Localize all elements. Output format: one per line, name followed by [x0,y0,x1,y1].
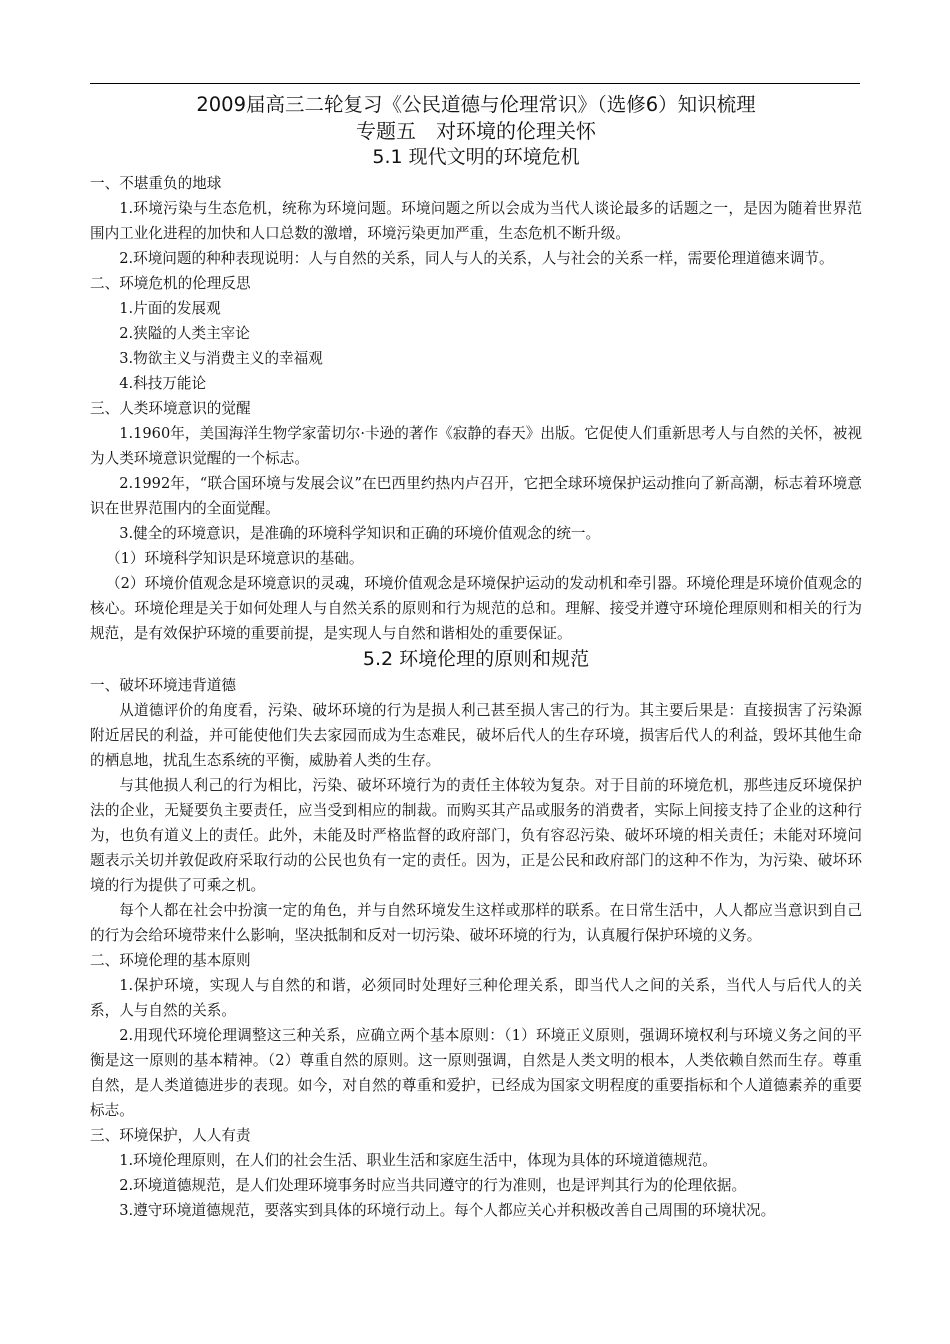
paragraph: 从道德评价的角度看，污染、破坏环境的行为是损人利己甚至损人害己的行为。其主要后果是：直接损害了污染源附近居民的利益，并可能使他们失去家园而成为生态难民，破坏后代人的生存环境，损害后代人的利益，毁坏其他生命的栖息地，扰乱生态系统的平衡，威胁着人类的生存。 [90,702,862,769]
section-1-heading-3: 三、人类环境意识的觉醒 [90,400,251,417]
paragraph: 与其他损人利己的行为相比，污染、破坏环境行为的责任主体较为复杂。对于目前的环境危机，那些违反环境保护法的企业，无疑要负主要责任，应当受到相应的制裁。而购买其产品或服务的消费者，实际上间接支持了企业的这种行为，也负有道义上的责任。此外，未能及时严格监督的政府部门，负有容忍污染、破坏环境的相关责任；未能对环境问题表示关切并敦促政府采取行动的公民也负有一定的责任。因为，正是公民和政府部门的这种不作为，为污染、破坏环境的行为提供了可乘之机。 [90,777,862,894]
paragraph: 每个人都在社会中扮演一定的角色，并与自然环境发生这样或那样的联系。在日常生活中，人人都应当意识到自己的行为会给环境带来什么影响，坚决抵制和反对一切污染、破坏环境的行为，认真履行保护环境的义务。 [90,902,862,944]
section-1-title: 5.1 现代文明的环境危机 [372,146,580,168]
paragraph: 2.1992年，“联合国环境与发展会议”在巴西里约热内卢召开，它把全球环境保护运动推向了新高潮，标志着环境意识在世界范围内的全面觉醒。 [90,475,862,517]
section-2-heading-1: 一、破坏环境违背道德 [90,677,236,694]
paragraph: 2.环境问题的种种表现说明：人与自然的关系，同人与人的关系，人与社会的关系一样，需要伦理道德来调节。 [119,250,834,267]
paragraph: 2.用现代环境伦理调整这三种关系，应确立两个基本原则：（1）环境正义原则，强调环境权利与环境义务之间的平衡是这一原则的基本精神。（2）尊重自然的原则。这一原则强调，自然是人类文明的根本，人类依赖自然而生存。尊重自然，是人类道德进步的表现。如今，对自然的尊重和爱护，已经成为国家文明程度的重要指标和个人道德素养的重要标志。 [90,1027,862,1119]
paragraph: 1.环境伦理原则，在人们的社会生活、职业生活和家庭生活中，体现为具体的环境道德规范。 [119,1152,717,1169]
list-item: 2.狭隘的人类主宰论 [119,325,250,342]
header-rule [90,83,860,84]
section-2-heading-3: 三、环境保护，人人有责 [90,1127,251,1144]
section-2-heading-2: 二、环境伦理的基本原则 [90,952,251,969]
section-1-heading-1: 一、不堪重负的地球 [90,175,222,192]
paragraph: 2.环境道德规范，是人们处理环境事务时应当共同遵守的行为准则，也是评判其行为的伦理依据。 [119,1177,747,1194]
list-item: 3.物欲主义与消费主义的幸福观 [119,350,323,367]
paragraph: （2）环境价值观念是环境意识的灵魂，环境价值观念是环境保护运动的发动机和牵引器。环境伦理是环境价值观念的核心。环境伦理是关于如何处理人与自然关系的原则和行为规范的总和。理解、接受并遵守环境伦理原则和相关的行为规范，是有效保护环境的重要前提，是实现人与自然和谐相处的重要保证。 [90,575,862,642]
list-item: 4.科技万能论 [119,375,207,392]
paragraph: 3.健全的环境意识，是准确的环境科学知识和正确的环境价值观念的统一。 [119,525,601,542]
paragraph: 1.保护环境，实现人与自然的和谐，必须同时处理好三种伦理关系，即当代人之间的关系，当代人与后代人的关系，人与自然的关系。 [90,977,862,1019]
paragraph: 3.遵守环境道德规范，要落实到具体的环境行动上。每个人都应关心并积极改善自己周围的环境状况。 [119,1202,776,1219]
topic-title: 专题五 对环境的伦理关怀 [356,119,596,143]
section-1-heading-2: 二、环境危机的伦理反思 [90,275,251,292]
section-2-title: 5.2 环境伦理的原则和规范 [362,648,590,670]
paragraph: 1.1960年，美国海洋生物学家蕾切尔·卡逊的著作《寂静的春天》出版。它促使人们重新思考人与自然的关怀，被视为人类环境意识觉醒的一个标志。 [90,425,862,467]
main-title: 2009届高三二轮复习《公民道德与伦理常识》（选修6）知识梳理 [196,93,756,116]
document-body [90,92,862,1223]
paragraph: （1）环境科学知识是环境意识的基础。 [106,550,364,567]
list-item: 1.片面的发展观 [119,300,221,317]
paragraph: 1.环境污染与生态危机，统称为环境问题。环境问题之所以会成为当代人谈论最多的话题之一，是因为随着世界范围内工业化进程的加快和人口总数的激增，环境污染更加严重，生态危机不断升级。 [90,200,862,242]
